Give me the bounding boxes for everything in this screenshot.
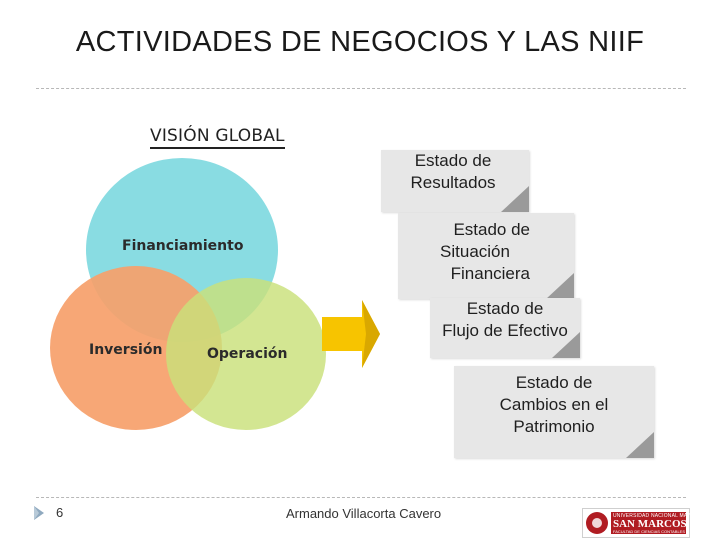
card-line: Flujo de Efectivo bbox=[442, 321, 568, 340]
slide-title: ACTIVIDADES DE NEGOCIOS Y LAS NIIF bbox=[75, 26, 645, 58]
page-fold-icon bbox=[501, 186, 529, 212]
card-estado-cambios-patrimonio bbox=[454, 366, 654, 458]
page-fold-icon bbox=[626, 432, 654, 458]
card-line: Cambios en el bbox=[499, 395, 609, 414]
page-fold-icon bbox=[552, 332, 580, 358]
card-line: Resultados bbox=[410, 173, 496, 192]
venn-label-financiamiento: Financiamiento bbox=[122, 238, 244, 254]
university-logo bbox=[582, 508, 708, 538]
page-number: 6 bbox=[56, 505, 64, 520]
card-line: Estado de bbox=[515, 373, 593, 392]
card-line: Estado de bbox=[453, 220, 530, 239]
logo-top-text: UNIVERSIDAD NACIONAL MAYOR DE bbox=[613, 513, 708, 519]
card-estado-situacion-financiera bbox=[398, 213, 574, 299]
page-fold-icon bbox=[546, 273, 574, 299]
footer-author: Armando Villacorta Cavero bbox=[286, 506, 442, 521]
footer-divider bbox=[36, 497, 686, 498]
university-seal-icon bbox=[586, 512, 608, 534]
venn-label-inversion: Inversión bbox=[89, 342, 163, 358]
section-subtitle: VISIÓN GLOBAL bbox=[150, 126, 285, 149]
card-line: Estado de bbox=[414, 151, 492, 170]
card-estado-flujo-efectivo bbox=[430, 298, 580, 358]
card-line: Financiera bbox=[450, 264, 530, 283]
venn-label-operacion: Operación bbox=[207, 346, 288, 362]
logo-sub-text: FACULTAD DE CIENCIAS CONTABLES bbox=[613, 529, 686, 534]
card-line: Patrimonio bbox=[513, 417, 595, 436]
card-line: Estado de bbox=[466, 299, 544, 318]
logo-name-text: SAN MARCOS bbox=[613, 518, 687, 530]
right-arrow-icon bbox=[322, 300, 384, 368]
card-estado-resultados bbox=[381, 150, 529, 212]
card-line: Situación bbox=[440, 242, 510, 261]
slide-marker-icon bbox=[32, 505, 46, 521]
